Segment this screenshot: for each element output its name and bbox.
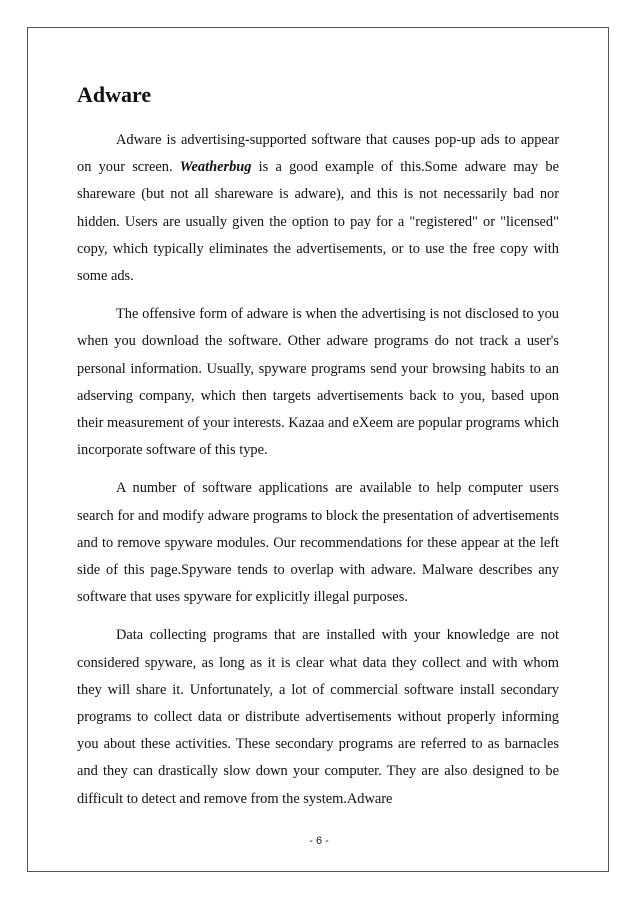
page-title: Adware — [77, 82, 152, 107]
paragraph-2: The offensive form of adware is when the advertising is not disclosed to you when you download the software. Other adware programs do not track a user's personal information. Usually, spyware programs send your browsing habits to an adserving company, which then targets advertisements back to you, based upon their measurement of your interests. Kazaa and eXeem are popular programs which incorporate software of this type. — [77, 306, 559, 459]
paragraph-1 — [77, 127, 559, 290]
paragraph-1-start: Adware is advertising-supported software that causes pop-up ads to appear on your screen. — [77, 132, 559, 176]
document-body — [77, 82, 559, 824]
paragraph-3: A number of software applications are available to help computer users search for and modify adware programs to block the presentation of advertisements and to remove spyware modules. Our recommendations for these appear at the left side of this page.Spyware tends to overlap with adware. Malware describes any software that uses spyware for explicitly illegal purposes. — [77, 480, 559, 606]
paragraph-1-end: is a good example of this.Some adware may be shareware (but not all shareware is adware), and this is not necessarily bad nor hidden. Users are usually given the option to pay for a "registered" or "licensed" copy, which typically eliminates the advertisements, or to use the free copy with some ads. — [77, 159, 559, 285]
paragraph-4: Data collecting programs that are installed with your knowledge are not considered spyware, as long as it is clear what data they collect and with whom they will share it. Unfortunately, a lot of commercial software install secondary programs to collect data or distribute advertisements without properly informing you about these activities. These secondary programs are referred to as barnacles and they can drastically slow down your computer. They are also designed to be difficult to detect and remove from the system.Adware — [77, 627, 559, 807]
weatherbug-emphasis: Weatherbug — [179, 159, 252, 176]
page-number: - 6 - — [309, 835, 329, 847]
